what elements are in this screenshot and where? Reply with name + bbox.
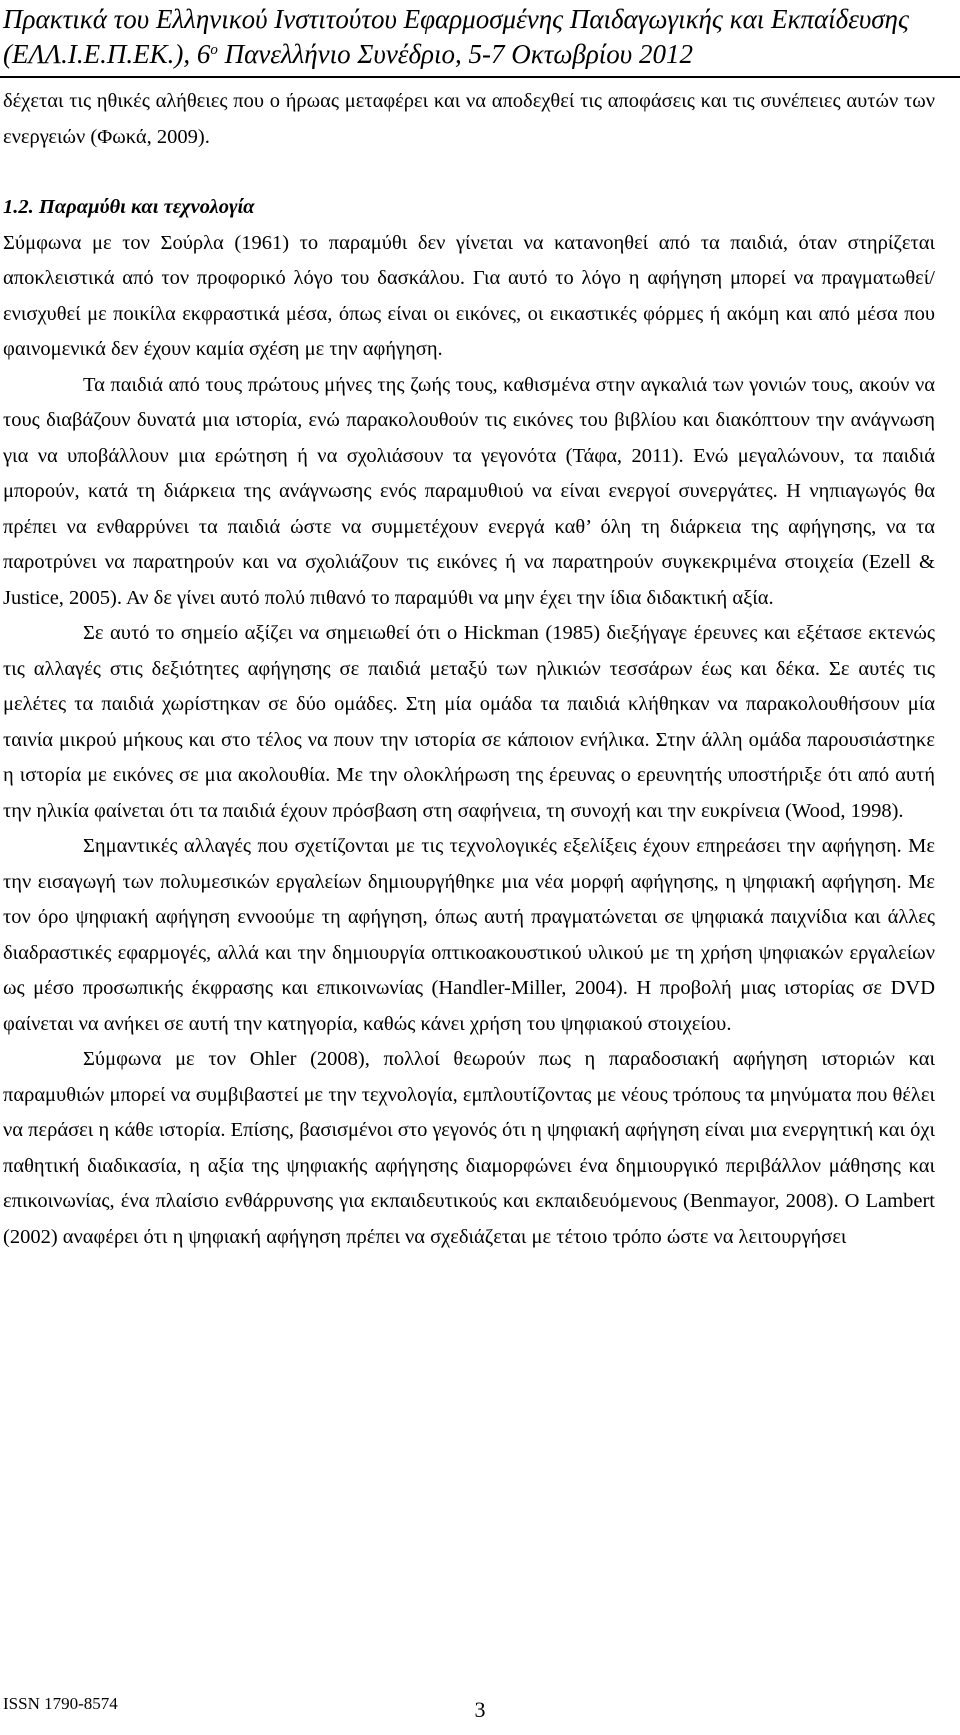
section-heading: 1.2. Παραμύθι και τεχνολογία bbox=[3, 196, 255, 218]
header-line-2-suffix: Πανελλήνιο Συνέδριο, 5-7 Οκτωβρίου 2012 bbox=[217, 39, 693, 69]
header-rule bbox=[0, 76, 960, 78]
header-line-1: Πρακτικά του Ελληνικού Ινστιτούτου Εφαρμοσμένης Παιδαγωγικής και Εκπαίδευσης bbox=[3, 4, 909, 34]
footer-issn: ISSN 1790-8574 bbox=[3, 1694, 118, 1713]
header-line-2-superscript: ο bbox=[210, 42, 218, 58]
paragraph-1: Σύμφωνα με τον Σούρλα (1961) το παραμύθι δεν γίνεται να κατανοηθεί από τα παιδιά, όταν στηρίζεται αποκλειστικά από τον προφορικό λόγο του δασκάλου. Για αυτό το λόγο η αφήγηση μπορεί να πραγματωθεί/ ενισχυθεί με ποικίλα εκφραστικά μέσα, όπως είναι οι εικόνες, οι εικαστικές φόρμες ή ακόμη και από μέσα που φαινομενικά δεν έχουν καμία σχέση με την αφήγηση. bbox=[3, 231, 935, 360]
paragraph-5: Σύμφωνα με τον Ohler (2008), πολλοί θεωρούν πως η παραδοσιακή αφήγηση ιστοριών και παραμυθιών μπορεί να συμβιβαστεί με την τεχνολογία, εμπλουτίζοντας με νέους τρόπους τα μηνύματα που θέλει να περάσει η κάθε ιστορία. Επίσης, βασισμένοι στο γεγονός ότι η ψηφιακή αφήγηση είναι μια ενεργητική και όχι παθητική διαδικασία, η αξία της ψηφιακής αφήγησης διαμορφώνει ένα δημιουργικό περιβάλλον μάθησης και επικοινωνίας, ένα πλαίσιο ενθάρρυνσης για εκπαιδευτικούς και εκπαιδευόμενους (Benmayor, 2008). Ο Lambert (2002) αναφέρει ότι η ψηφιακή αφήγηση πρέπει να σχεδιάζεται με τέτοιο τρόπο ώστε να λειτουργήσει bbox=[3, 1048, 935, 1248]
header-line-2-prefix: (ΕΛΛ.Ι.Ε.Π.ΕΚ.), 6 bbox=[3, 39, 211, 69]
paragraph-3: Σε αυτό το σημείο αξίζει να σημειωθεί ότι ο Hickman (1985) διεξήγαγε έρευνες και εξέτασε εκτενώς τις αλλαγές στις δεξιότητες αφήγησης σε παιδιά μεταξύ των ηλικιών τεσσάρων έως και δέκα. Σε αυτές τις μελέτες τα παιδιά χωρίστηκαν σε δύο ομάδες. Στη μία ομάδα τα παιδιά κλήθηκαν να παρακολουθήσουν μία ταινία μικρού μήκους και στο τέλος να πουν την ιστορία σε κάποιον ενήλικα. Στην άλλη ομάδα παρουσιάστηκε η ιστορία με εικόνες σε μια ακολουθία. Με την ολοκλήρωση της έρευνας ο ερευνητής υποστήριξε ότι από αυτή την ηλικία φαίνεται ότι τα παιδιά έχουν πρόσβαση στη σαφήνεια, τη συνοχή και την ευκρίνεια (Wood, 1998). bbox=[3, 622, 935, 822]
intro-paragraph: δέχεται τις ηθικές αλήθειες που ο ήρωας μεταφέρει και να αποδεχθεί τις αποφάσεις και τις συνέπειες αυτών των ενεργειών (Φωκά, 2009). bbox=[3, 90, 935, 148]
header-line-2 bbox=[3, 37, 943, 72]
paragraph-4: Σημαντικές αλλαγές που σχετίζονται με τις τεχνολογικές εξελίξεις έχουν επηρεάσει την αφήγηση. Με την εισαγωγή των πολυμεσικών εργαλείων δημιουργήθηκε μια νέα μορφή αφήγησης, η ψηφιακή αφήγηση. Με τον όρο ψηφιακή αφήγηση εννοούμε τη αφήγηση, όπως αυτή πραγματώνεται σε ψηφιακά παιχνίδια και άλλες διαδραστικές εφαρμογές, αλλά και την δημιουργία οπτικοακουστικού υλικού με τη χρήση ψηφιακών εργαλείων ως μέσο προσωπικής έκφρασης και επικοινωνίας (Handler-Miller, 2004). Η προβολή μιας ιστορίας σε DVD φαίνεται να ανήκει σε αυτή την κατηγορία, καθώς κάνει χρήση του ψηφιακού στοιχείου. bbox=[3, 835, 935, 1035]
page-number: 3 bbox=[474, 1697, 486, 1722]
paragraph-2: Τα παιδιά από τους πρώτους μήνες της ζωής τους, καθισμένα στην αγκαλιά των γονιών τους, ακούν να τους διαβάζουν δυνατά μια ιστορία, ενώ παρακολουθούν τις εικόνες του βιβλίου και διακόπτουν την ανάγνωση για να υποβάλλουν μια ερώτηση ή να σχολιάσουν τα γεγονότα (Τάφα, 2011). Ενώ μεγαλώνουν, τα παιδιά μπορούν, κατά τη διάρκεια της ανάγνωσης ενός παραμυθιού να είναι ενεργοί συνεργάτες. Η νηπιαγωγός θα πρέπει να ενθαρρύνει τα παιδιά ώστε να συμμετέχουν ενεργά καθ’ όλη τη διάρκεια της αφήγησης, να τα παροτρύνει να παρατηρούν και να σχολιάζουν τις εικόνες ή να παρατηρούν συγκεκριμένα στοιχεία (Ezell & Justice, 2005). Αν δε γίνει αυτό πολύ πιθανό το παραμύθι να μην έχει την ίδια διδακτική αξία. bbox=[3, 373, 935, 609]
running-header bbox=[3, 2, 943, 72]
page-body bbox=[3, 84, 935, 1255]
